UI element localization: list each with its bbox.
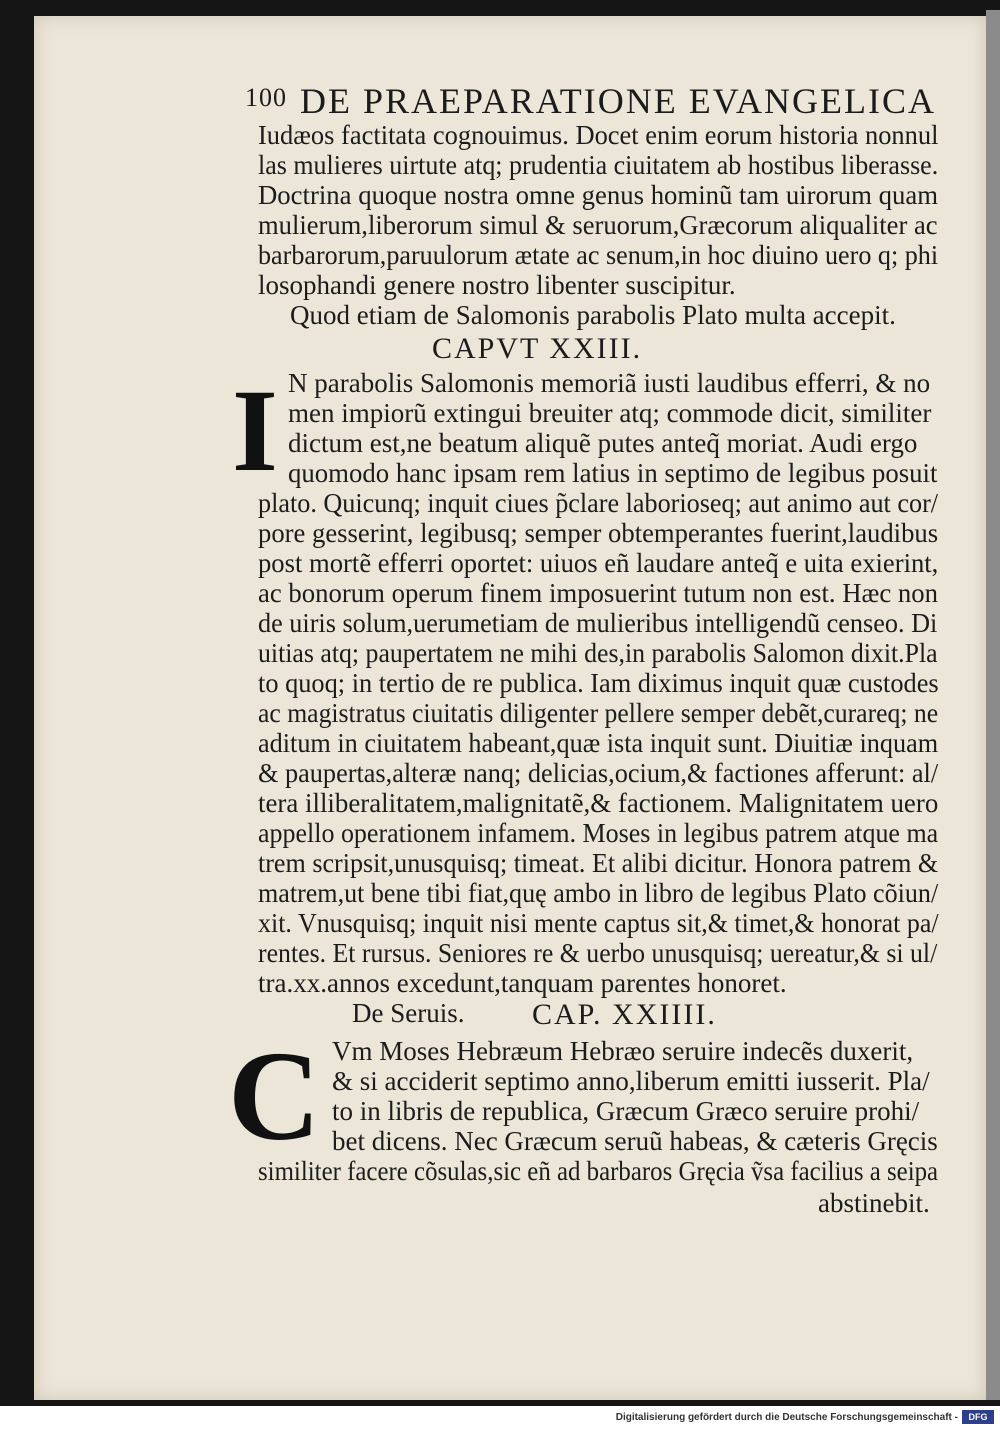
dfg-logo[interactable]: DFG — [962, 1410, 994, 1424]
text-line: tera illiberalitatem,malignitatẽ,& factionem. Malignitatem uero — [258, 788, 939, 818]
text-line: bet dicens. Nec Græcum seruũ habeas, & cæteris Gręcis — [332, 1126, 938, 1156]
text-line: N parabolis Salomonis memoriã iusti laudibus efferri, & no — [288, 368, 931, 398]
text-line: rentes. Et rursus. Seniores re & uerbo unusquisq; uereatur,& si ul/ — [258, 938, 938, 968]
section-title: De Seruis. — [352, 998, 465, 1028]
text-line: to quoq; in tertio de re publica. Iam diximus inquit quæ custodes — [258, 668, 939, 698]
text-line: post mortẽ efferri oportet: uiuos eñ laudare anteq̃ e uita exierint, — [258, 548, 939, 578]
text-line: barbarorum,paruulorum ætate ac senum,in hoc diuino uero q; phi — [258, 240, 939, 270]
page-number: 100 — [245, 83, 287, 112]
text-line: trem scripsit,unusquisq; timeat. Et alibi dicitur. Honora patrem & — [258, 848, 939, 878]
text-line: aditum in ciuitatem habeant,quæ ista inquit sunt. Diuitiæ inquam — [258, 728, 939, 758]
text-line: uitias atq; paupertatem ne mihi des,in parabolis Salomon dixit.Pla — [258, 638, 938, 668]
page-edge — [986, 10, 1000, 1400]
text-line: de uiris solum,uerumetiam de mulieribus intelligendũ censeo. Di — [258, 608, 938, 638]
text-line: & si acciderit septimo anno,liberum emitti iusserit. Pla/ — [332, 1066, 930, 1096]
text-line: tra.xx.annos excedunt,tanquam parentes honoret. — [258, 968, 787, 998]
text-line: losophandi genere nostro libenter suscipitur. — [258, 270, 736, 300]
chapter-heading: CAPVT XXIII. — [432, 332, 643, 365]
text-line: & paupertas,alteræ nanq; delicias,ocium,& factiones afferunt: al/ — [258, 758, 939, 788]
text-line: similiter facere cõsulas,sic eñ ad barbaros Gręcia ṽsa facilius a seipa — [258, 1156, 939, 1186]
text-line: Iudæos factitata cognouimus. Docet enim eorum historia nonnul — [258, 120, 939, 150]
text-line: dictum est,ne beatum aliquẽ putes anteq̃ moriat. Audi ergo — [288, 428, 918, 458]
text-line: to in libris de republica, Græcum Græco seruire prohi/ — [332, 1096, 920, 1126]
text-line: xit. Vnusquisq; inquit nisi mente captus sit,& timet,& honorat pa/ — [258, 908, 939, 938]
section-title: Quod etiam de Salomonis parabolis Plato multa accepit. — [290, 300, 896, 330]
text-line: quomodo hanc ipsam rem latius in septimo de legibus posuit — [288, 458, 938, 488]
funding-credit: Digitalisierung gefördert durch die Deutsche Forschungsgemeinschaft - — [615, 1412, 958, 1423]
text-line: ac magistratus ciuitatis diligenter pellere semper debẽt,curareq; ne — [258, 698, 939, 728]
running-head: DE PRAEPARATIONE EVANGELICA — [300, 81, 937, 121]
text-line: Vm Moses Hebræum Hebræo seruire indecẽs duxerit, — [332, 1036, 914, 1066]
text-line: matrem,ut bene tibi fiat,quę ambo in libro de legibus Plato cõiun/ — [258, 878, 939, 908]
text-line: Doctrina quoque nostra omne genus hominũ tam uirorum quam — [258, 180, 939, 210]
text-line: las mulieres uirtute atq; prudentia ciuitatem ab hostibus liberasse. — [258, 150, 939, 180]
text-line: mulierum,liberorum simul & seruorum,Græcorum aliqualiter ac — [258, 210, 938, 240]
drop-cap: I — [232, 365, 278, 496]
text-line: ac bonorum operum finem imposuerint tutum non est. Hæc non — [258, 578, 939, 608]
drop-cap: C — [228, 1025, 321, 1167]
chapter-heading: CAP. XXIIII. — [532, 998, 717, 1031]
text-line: appello operationem infamem. Moses in legibus patrem atque ma — [258, 818, 939, 848]
text-line: pore gesserint, legibusq; semper obtemperantes fuerint,laudibus — [258, 518, 939, 548]
catchword: abstinebit. — [818, 1188, 930, 1218]
text-line: men impiorũ extingui breuiter atq; commode dicit, similiter — [288, 398, 932, 428]
text-line: plato. Quicunq; inquit ciues p̃clare laborioseq; aut animo aut cor/ — [258, 488, 939, 518]
